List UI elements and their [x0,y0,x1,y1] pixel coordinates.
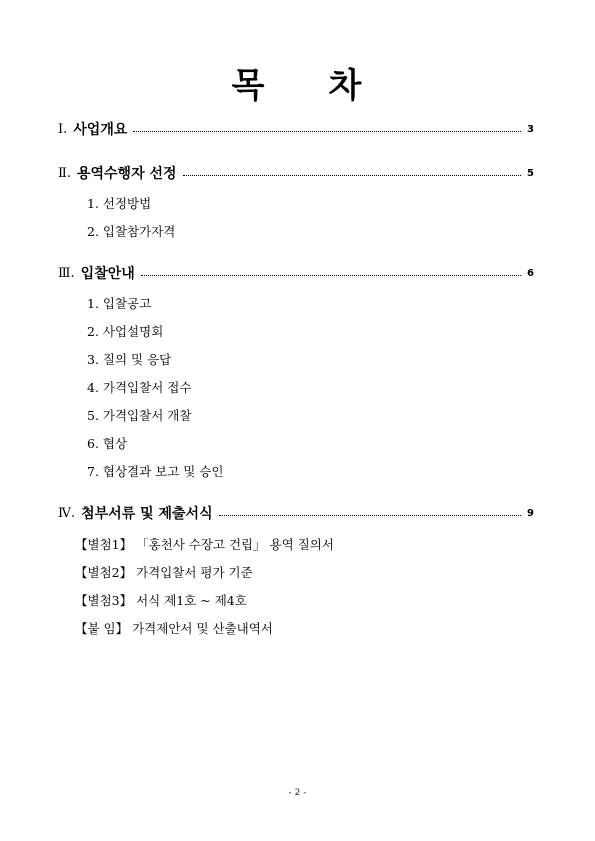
toc-subitem[interactable]: 4. 가격입찰서 접수 [87,380,192,395]
section-label: 용역수행자 선정 [76,166,177,182]
title-right: 차 [328,66,364,106]
toc-section-4[interactable] [58,503,534,523]
toc-subitem[interactable]: 2. 사업설명회 [87,324,164,339]
leader-dots [141,274,521,276]
section-number: Ⅳ. [58,505,76,521]
section-label: 사업개요 [73,122,128,138]
section-label: 첨부서류 및 제출서식 [81,506,213,522]
toc-subitem[interactable]: 7. 협상결과 보고 및 승인 [87,464,224,479]
section-label: 입찰안내 [80,266,135,282]
title-left: 목 [231,66,267,106]
toc-subitem[interactable]: 1. 선정방법 [87,196,152,211]
toc-attachment[interactable]: 【별첨1】 「홍천사 수장고 건립」 용역 질의서 [75,537,334,552]
toc-section-3[interactable] [58,263,534,283]
section-page: 6 [527,267,534,279]
page-number: - 2 - [288,788,307,798]
section-page: 3 [527,123,534,135]
toc-section-1[interactable] [58,119,534,139]
toc-subitem[interactable]: 2. 입찰참가자격 [87,224,176,239]
toc-attachment[interactable]: 【붙 임】 가격제안서 및 산출내역서 [75,621,273,636]
section-number: Ⅲ. [58,265,75,281]
section-number: Ⅰ. [58,121,68,137]
toc-subitem[interactable]: 3. 질의 및 응답 [87,352,172,367]
leader-dots [133,130,521,132]
section-number: Ⅱ. [58,165,71,181]
toc-subitem[interactable]: 5. 가격입찰서 개찰 [87,408,192,423]
leader-dots [219,514,521,516]
page-title [0,58,595,107]
toc-attachment[interactable]: 【별첨2】 가격입찰서 평가 기준 [75,565,253,580]
toc-attachment[interactable]: 【별첨3】 서식 제1호 ~ 제4호 [75,593,247,608]
toc-subitem[interactable]: 1. 입찰공고 [87,296,152,311]
toc-section-2[interactable] [58,163,534,183]
section-page: 5 [527,167,534,179]
section-page: 9 [527,507,534,519]
leader-dots [183,174,522,176]
toc-subitem[interactable]: 6. 협상 [87,436,128,451]
